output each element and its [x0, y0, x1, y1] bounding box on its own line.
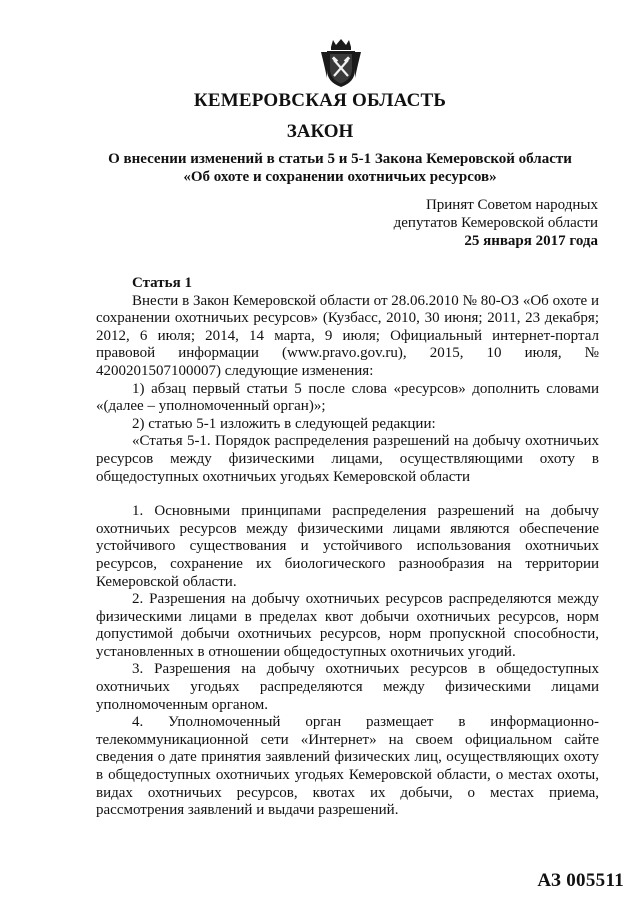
- adoption-date: 25 января 2017 года: [464, 233, 598, 249]
- document-type: ЗАКОН: [286, 121, 354, 142]
- amendment-item-2: 2) статью 5-1 изложить в следующей редакции:: [132, 415, 436, 432]
- article-title: Статья 1: [132, 275, 192, 291]
- serial-number: АЗ 005511: [537, 870, 624, 891]
- article-point-2: 2. Разрешения на добычу охотничьих ресурсов распределяются между физическими лицами в пределах квот добычи охотничьих ресурсов, норм допустимой добычи охотничьих ресурсов, норм пропускной способности, установленных в отношении общедоступных охотничьих угодий.: [96, 591, 599, 660]
- law-subject: [70, 150, 610, 186]
- new-article-title: «Статья 5-1. Порядок распределения разрешений на добычу охотничьих ресурсов между физическими лицами, осуществляющими охоту в общедоступных охотничьих угодьях Кемеровской области: [96, 433, 599, 485]
- law-body: [96, 275, 599, 820]
- amendment-item-1: 1) абзац первый статьи 5 после слова «ресурсов» дополнить словами «(далее – уполномоченный орган)»;: [96, 380, 599, 415]
- coat-of-arms-icon: [319, 38, 363, 88]
- article-point-4: 4. Уполномоченный орган размещает в информационно-телекоммуникационной сети «Интернет» на своем официальном сайте сведения о дате принятия заявлений физических лиц, осуществляющих охоту в общедоступных охотничьих угодьях Кемеровской области, о местах охоты, видах охотничьих ресурсов, квотах их добычи, о местах приема, рассмотрения заявлений и выдачи разрешений.: [96, 714, 599, 819]
- article-point-1: 1. Основными принципами распределения разрешений на добычу охотничьих ресурсов между физическими лицами являются обеспечение устойчивого существования и устойчивого использования охотничьих ресурсов, сохранение их биологического разнообразия на территории Кемеровской области.: [96, 503, 599, 590]
- adoption-line-2: депутатов Кемеровской области: [393, 215, 598, 231]
- region-title: КЕМЕРОВСКАЯ ОБЛАСТЬ: [193, 90, 447, 111]
- adoption-line-1: Принят Советом народных: [425, 197, 598, 213]
- law-subject-line-2: «Об охоте и сохранении охотничьих ресурсов»: [183, 169, 497, 185]
- article-point-3: 3. Разрешения на добычу охотничьих ресурсов в общедоступных охотничьих угодьях распределяются между физическими лицами уполномоченным органом.: [96, 661, 599, 713]
- paragraph-gap: [96, 486, 599, 503]
- law-subject-line-1: О внесении изменений в статьи 5 и 5-1 Закона Кемеровской области: [108, 151, 572, 167]
- article-intro: Внести в Закон Кемеровской области от 28.06.2010 № 80-ОЗ «Об охоте и сохранении охотничьих ресурсов» (Кузбасс, 2010, 30 июня; 2011, 23 декабря; 2012, 6 июля; 2014, 14 марта, 9 июля; Официальный интернет-портал правовой информации (www.pravo.gov.ru), 2015, 10 июля, № 4200201507100007) следующие изменения:: [96, 292, 599, 379]
- adoption-block: [394, 196, 598, 250]
